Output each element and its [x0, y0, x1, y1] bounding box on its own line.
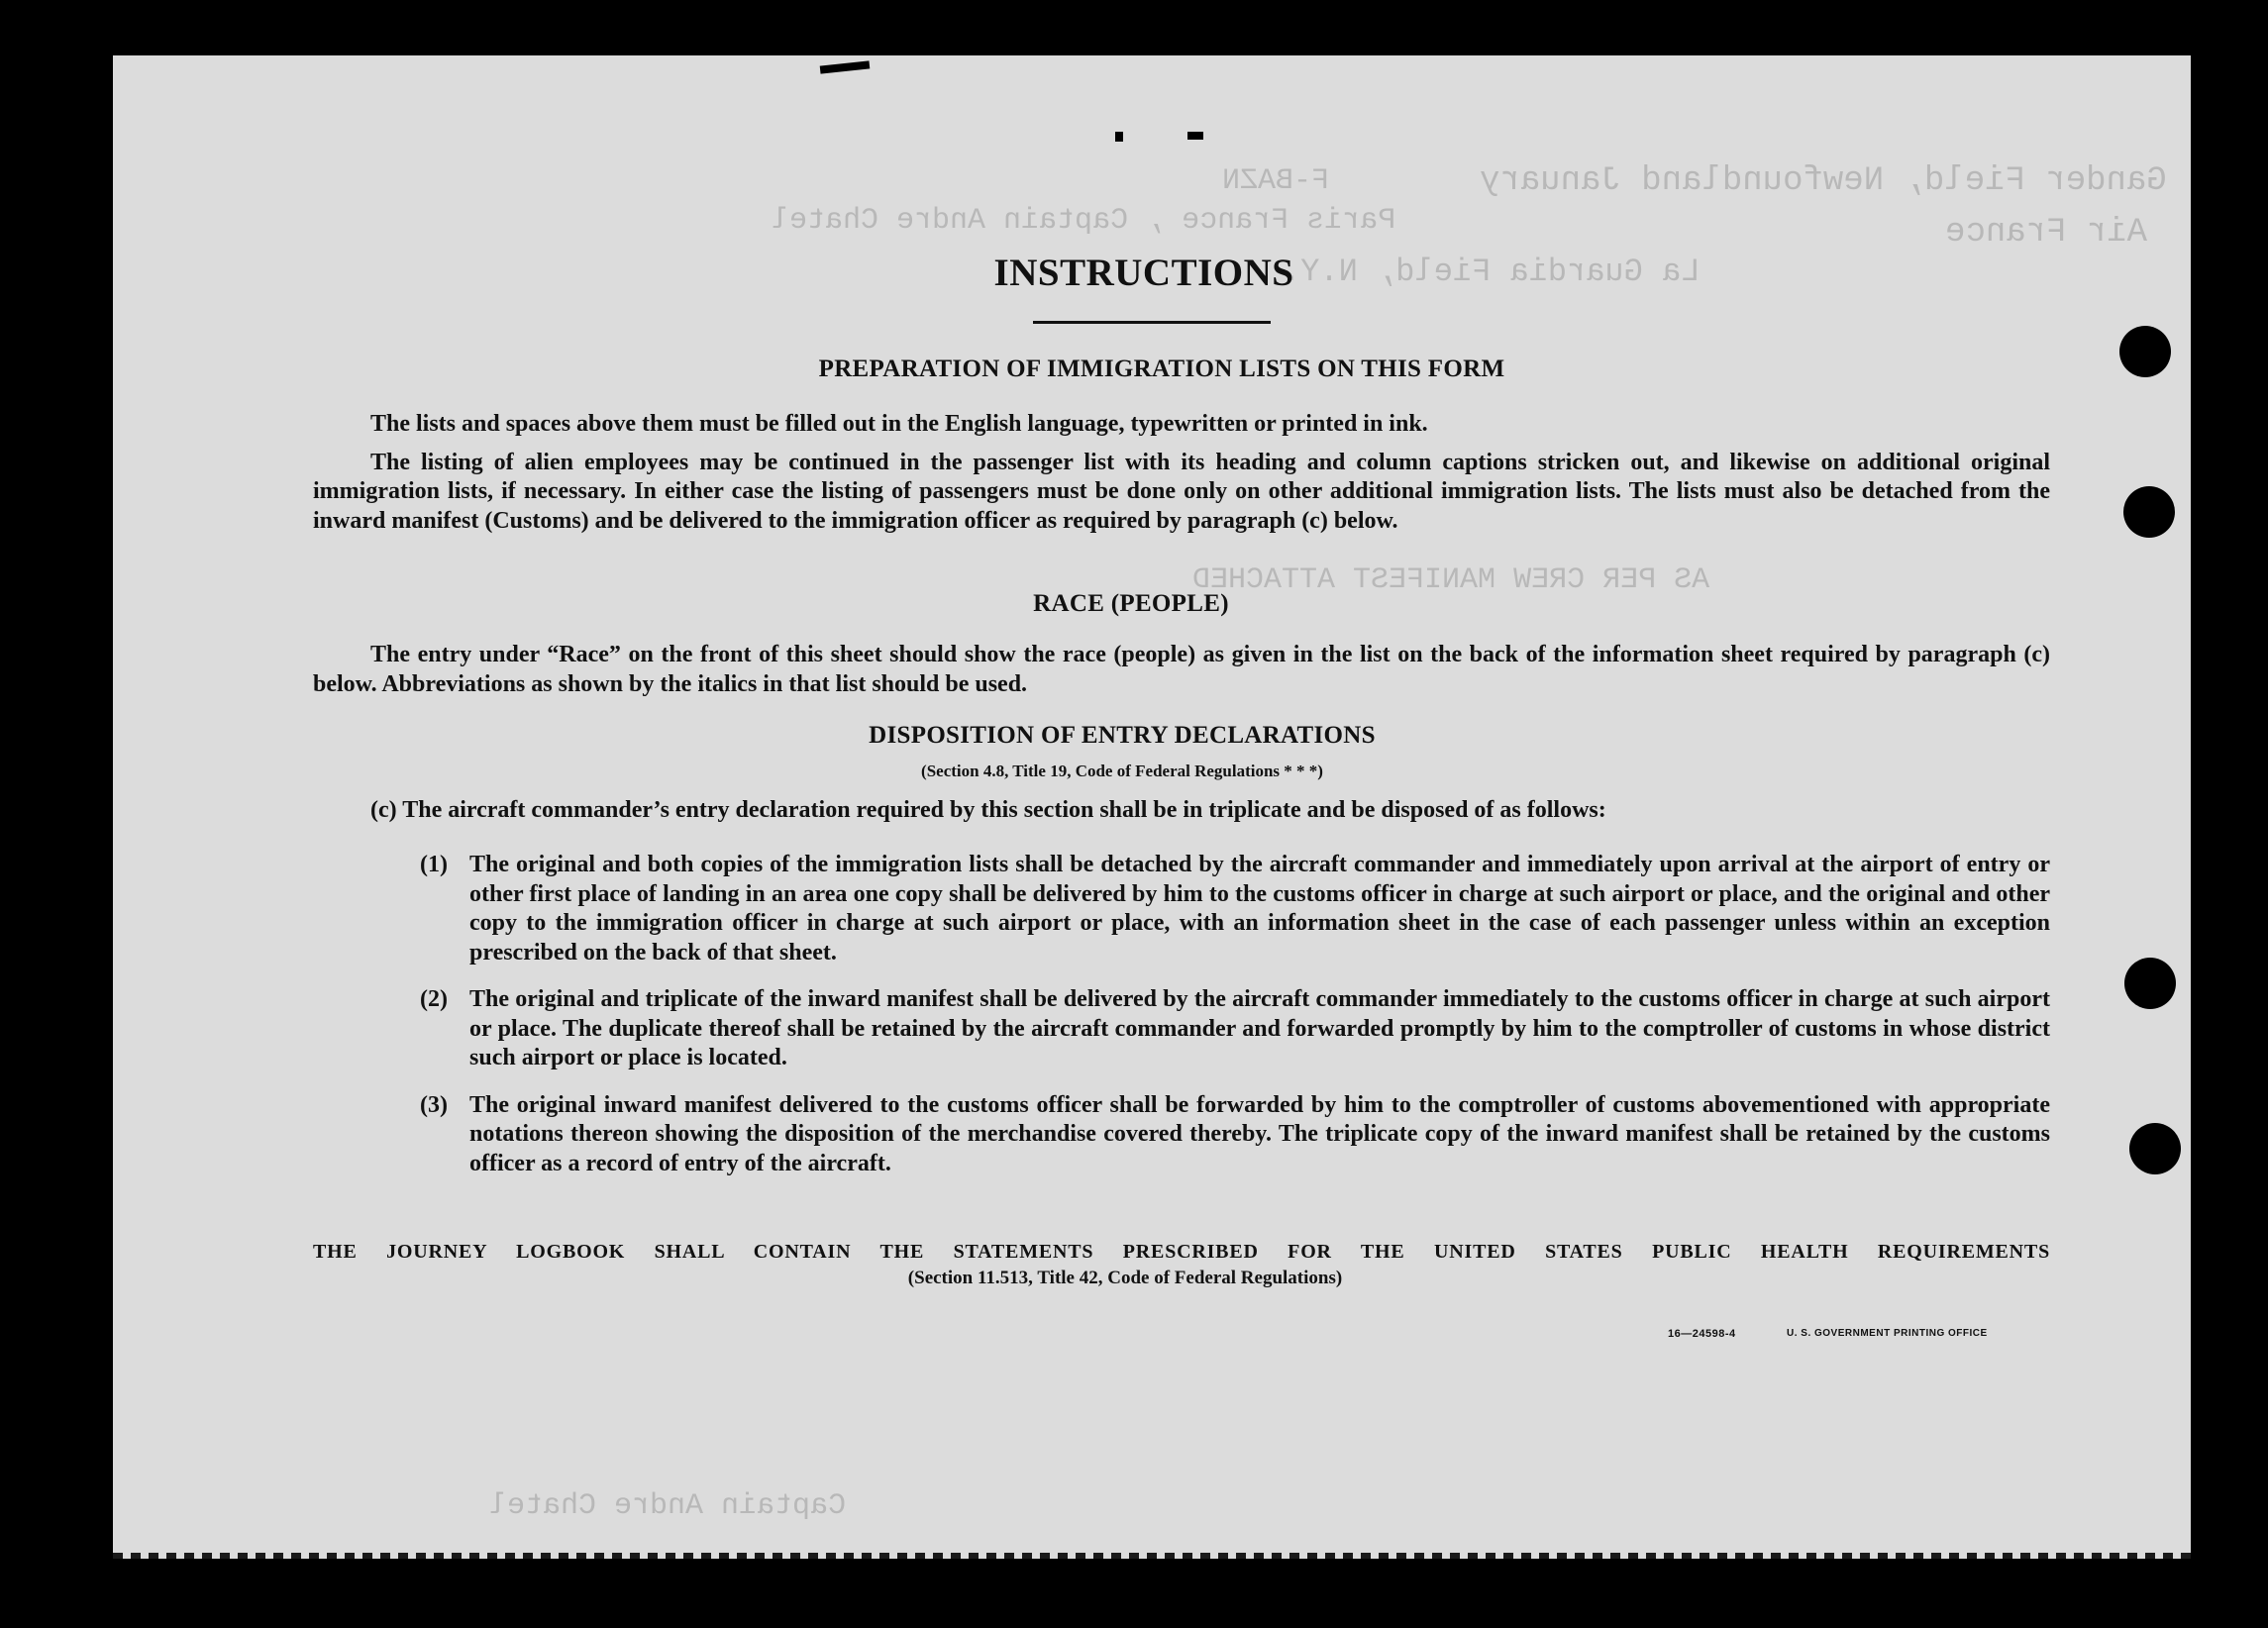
title-underline [1033, 321, 1271, 324]
paragraph: The lists and spaces above them must be filled out in the English language, typewritten or printed in ink. [370, 411, 1428, 437]
punch-hole [2129, 1123, 2181, 1174]
clause-item [420, 1091, 2050, 1179]
punch-hole [2123, 486, 2175, 538]
staple-mark [820, 60, 871, 73]
bleed-through-text: Captain Andre Chatel [489, 1489, 847, 1523]
paragraph: The listing of alien employees may be continued in the passenger list with its heading and column captions stricken out, and likewise on additional original immigration lists, if necessary. In either case the listing of passengers must be done only on other additional immigration lists. The lists must also be detached from the inward manifest (Customs) and be delivered to the immigration officer as required by paragraph (c) below. [313, 449, 2050, 534]
clause-text: The original and both copies of the immigration lists shall be detached by the aircraft commander and immediately upon arrival at the airport of entry or other first place of landing in an area one copy shall be delivered by him to the customs officer in charge at such airport or place, and the original and other copy to the immigration officer in charge at such airport or place, with an information sheet in the case of each passenger unless within an exception prescribed on the back of that sheet. [469, 852, 2050, 966]
clause-item [420, 985, 2050, 1073]
section-heading-disposition: DISPOSITION OF ENTRY DECLARATIONS [869, 722, 1376, 749]
clause-number: (3) [420, 1091, 448, 1118]
ink-speck [1115, 132, 1123, 142]
section-subheading: (Section 4.8, Title 19, Code of Federal Regulations * * *) [921, 762, 1323, 780]
bleed-through-text: Paris France , Captain Andre Chatel [772, 204, 1396, 238]
clause-number: (2) [420, 986, 448, 1012]
section-heading-race: RACE (PEOPLE) [1033, 590, 1229, 617]
clause-item [420, 851, 2050, 967]
clause-number: (1) [420, 852, 448, 877]
punch-hole [2119, 326, 2171, 377]
bleed-through-text: Air France [1945, 214, 2148, 252]
clause-intro [313, 796, 2050, 826]
clause-text: The original inward manifest delivered to the customs officer shall be forwarded by him to the comptroller of customs abovementioned with appropriate notations thereon showing the disposition of the merchandise covered thereby. The triplicate copy of the inward manifest shall be retained by the customs officer as a record of entry of the aircraft. [469, 1091, 2050, 1176]
printer-imprint: U. S. GOVERNMENT PRINTING OFFICE [1787, 1328, 1988, 1339]
footer-citation: (Section 11.513, Title 42, Code of Federal Regulations) [907, 1268, 1343, 1288]
footer-requirement: THE JOURNEY LOGBOOK SHALL CONTAIN THE STATEMENTS PRESCRIBED FOR THE UNITED STATES PUBLIC HEALTH REQUIREMENTS [313, 1241, 2050, 1263]
ink-speck [1187, 132, 1203, 140]
bleed-through-text: F-BAZN [1222, 164, 1330, 198]
printer-code: 16—24598-4 [1668, 1328, 1736, 1340]
document-title: INSTRUCTIONS [993, 252, 1294, 294]
document-page [113, 55, 2191, 1559]
bleed-through-text: AS PER CREW MANIFEST ATTACHED [1192, 563, 1710, 597]
bleed-through-text: La Guardia Field, N.Y. [1282, 254, 1701, 290]
clause-text: The original and triplicate of the inward manifest shall be delivered by the aircraft commander immediately to the customs officer in charge at such airport or place. The duplicate thereof shall be retained by the aircraft commander and forwarded promptly by him to the comptroller of customs in whose district such airport or place is located. [469, 986, 2050, 1070]
punch-hole [2124, 958, 2176, 1009]
clause-label: (c) [370, 797, 397, 823]
section-heading-preparation: PREPARATION OF IMMIGRATION LISTS ON THIS FORM [818, 356, 1505, 382]
clause-intro-text: The aircraft commander’s entry declaration required by this section shall be in triplicate and be disposed of as follows: [402, 797, 1606, 823]
bleed-through-text: Gander Field, Newfoundland January [1480, 162, 2167, 200]
paragraph: The entry under “Race” on the front of this sheet should show the race (people) as given in the list on the back of the information sheet required by paragraph (c) below. Abbreviations as shown by the italics in that list should be used. [313, 642, 2050, 697]
